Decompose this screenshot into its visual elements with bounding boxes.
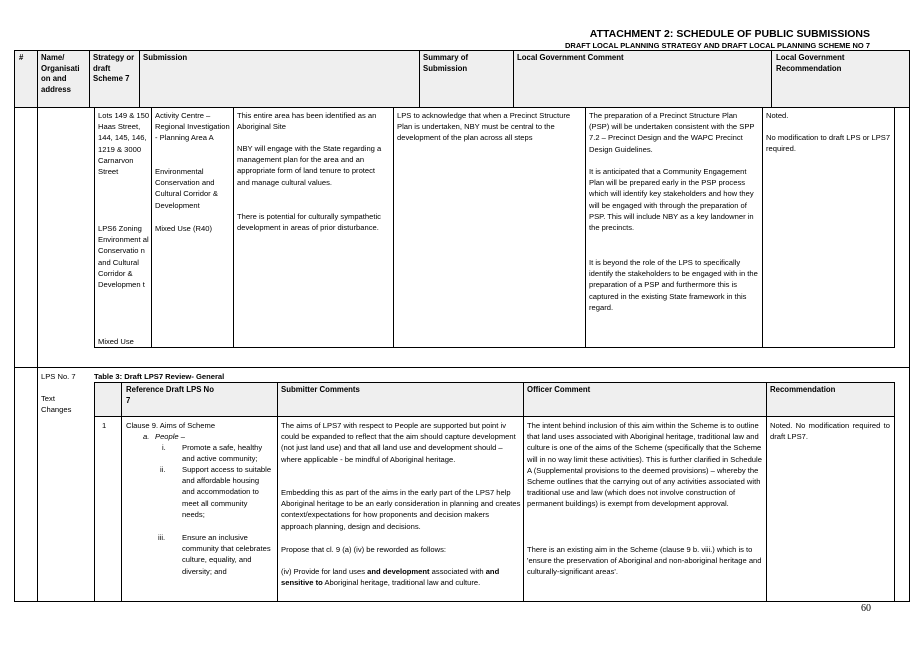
- lg-comment-text: The preparation of a Precinct Structure Plan (PSP) will be undertaken consistent with the SPP 7.2 – Precinct Design and the WAPC Precinct Design Guidelines.: [589, 111, 755, 154]
- inner2-border: [94, 416, 895, 417]
- col-header-lg-rec: Local Government Recommendation: [776, 53, 845, 73]
- table-border-bottom: [14, 601, 910, 602]
- table-border-left: [14, 50, 15, 602]
- col-header-submission: Submission: [143, 53, 188, 62]
- inner-col-divider: [151, 107, 152, 348]
- activity-centre: Activity Centre – Regional Investigation - Planning Area A: [155, 111, 230, 143]
- inner2-border: [894, 382, 895, 601]
- submitter-comment: Embedding this as part of the aims in the early part of the LPS7 help Aboriginal heritage to be an early consideration in planning and creates context/expectations for how proponents and decision makers approach planning, design and decisions.: [281, 488, 521, 531]
- aim-item: Promote a safe, healthy and active community;: [182, 443, 263, 464]
- col-header-reference: Reference Draft LPS No 7: [126, 385, 214, 405]
- inner-table-border: [94, 347, 895, 348]
- inner2-col-divider: [277, 382, 278, 601]
- submission-text: There is potential for culturally sympathetic development in areas of prior disturbance.: [237, 212, 381, 233]
- col-header-num: #: [19, 53, 24, 62]
- mixed-use-r40: Mixed Use (R40): [155, 224, 212, 233]
- inner-col-divider: [233, 107, 234, 348]
- lg-rec-text: No modification to draft LPS or LPS7 required.: [766, 133, 891, 154]
- mixed-use-label: Mixed Use: [98, 337, 134, 346]
- inner-table-border: [94, 107, 95, 348]
- text-changes-label: Text Changes: [41, 394, 72, 415]
- col-header-recommendation: Recommendation: [770, 385, 836, 394]
- inner2-border: [94, 382, 95, 601]
- submitter-proposed-wording: [281, 566, 521, 588]
- document-title: ATTACHMENT 2: SCHEDULE OF PUBLIC SUBMISSIONS: [589, 28, 870, 40]
- aim-item: Support access to suitable and affordable housing and accommodation to meet all community needs;: [182, 465, 272, 519]
- inner-col-divider: [393, 107, 394, 348]
- col-header-lg-comment: Local Government Comment: [517, 53, 624, 62]
- wording-bold: and sensitive to: [281, 567, 500, 588]
- table-3-title: Table 3: Draft LPS7 Review- General: [94, 372, 225, 381]
- col-divider: [419, 50, 420, 107]
- env-conservation: Environmental Conservation and Cultural Corridor & Development: [155, 167, 218, 210]
- inner-table-border: [894, 107, 895, 348]
- col-header-summary: Summary of Submission: [423, 53, 469, 73]
- lg-rec-text: Noted.: [766, 111, 789, 120]
- inner2-col-divider: [121, 382, 122, 601]
- lots-address: Lots 149 & 150 Haas Street, 144, 145, 146, 1219 & 3000 Carnarvon Street: [98, 111, 150, 177]
- inner2-border: [94, 382, 895, 383]
- people-label: People –: [155, 432, 185, 441]
- inner-col-divider: [762, 107, 763, 348]
- list-marker: i.: [162, 443, 166, 452]
- col-divider: [89, 50, 90, 107]
- summary-text: LPS to acknowledge that when a Precinct Structure Plan is undertaken, NBY must be central to the development of the plan across all steps: [397, 111, 571, 143]
- wording-part: Aboriginal heritage, traditional law and culture.: [322, 578, 481, 588]
- submitter-comment: Propose that cl. 9 (a) (iv) be reworded as follows:: [281, 545, 447, 554]
- table-border-row-divider: [14, 367, 910, 368]
- list-marker: iii.: [158, 533, 166, 542]
- aim-item: Ensure an inclusive community that celebrates culture, equality, and diversity; and: [182, 533, 271, 576]
- col-divider: [771, 50, 772, 107]
- col-header-submitter: Submitter Comments: [281, 385, 360, 394]
- wording-part: (iv) Provide for land uses: [281, 567, 368, 576]
- col-header-name: Name/ Organisati on and address: [41, 53, 80, 94]
- table-border-header-bottom: [14, 107, 910, 108]
- inner2-col-divider: [523, 382, 524, 601]
- table-border-right: [909, 50, 910, 602]
- col-divider: [139, 50, 140, 107]
- clause-title: Clause 9. Aims of Scheme: [126, 421, 216, 430]
- page-number: 60: [861, 603, 871, 614]
- list-marker: ii.: [160, 465, 166, 474]
- lg-comment-text: It is beyond the role of the LPS to specifically identify the stakeholders to be engaged with in the preparation of a PSP and furthermore this is captured in the existing State framework in this regard.: [589, 258, 758, 312]
- col-header-strategy: Strategy or draft Scheme 7: [93, 53, 135, 83]
- list-marker: a.: [143, 432, 150, 441]
- submitter-comment: The aims of LPS7 with respect to People are supported but point iv could be expanded to reflect that the aim should capture development (not just land use) and that all land use and development should – where applicable - be mindful of Aboriginal heritage.: [281, 421, 516, 464]
- col-header-officer: Officer Comment: [527, 385, 591, 394]
- col-divider: [513, 50, 514, 107]
- officer-comment: The intent behind inclusion of this aim within the Scheme is to outline that land uses associated with Aboriginal heritage, traditional law and culture is one of the aims of the Scheme (specifically that the Scheme will in no way limit these activities). This is further clarified in Schedule A (Supplemental provisions to the deemed provisions) – whereby the Scheme outlines that the carrying out of any activities associated with traditional use and law (which does not involve construction of permanent buildings) is exempt from development approval.: [527, 421, 762, 509]
- wording-part: associated with: [429, 567, 486, 576]
- lg-comment-text: It is anticipated that a Community Engagement Plan will be prepared early in the PSP process which will identify key stakeholders and how they will be engaged with through the preparation of PSP. This will include NBY as a key landowner in the precincts.: [589, 167, 754, 233]
- officer-comment: There is an existing aim in the Scheme (clause 9 b. viii.) which is to 'ensure the preservation of Aboriginal and non-aboriginal heritage and culturally-significant areas'.: [527, 545, 762, 577]
- table-border-top: [14, 50, 910, 51]
- submission-text: NBY will engage with the State regarding a management plan for the area and an appropriate form of land tenure to protect and manage cultural values.: [237, 144, 382, 187]
- recommendation-text: Noted. No modification required to draft LPS7.: [770, 421, 890, 442]
- col-divider: [37, 50, 38, 602]
- lps-no-7-label: LPS No. 7: [41, 372, 76, 381]
- lps6-zoning: LPS6 Zoning Environment al Conservatio n and Cultural Corridor & Developmen t: [98, 224, 149, 290]
- inner2-col-divider: [766, 382, 767, 601]
- wording-bold: and development: [367, 567, 430, 576]
- document-subtitle: DRAFT LOCAL PLANNING STRATEGY AND DRAFT LOCAL PLANNING SCHEME NO 7: [564, 41, 870, 50]
- row-number: 1: [102, 421, 107, 430]
- inner-col-divider: [585, 107, 586, 348]
- submission-text: This entire area has been identified as an Aboriginal Site: [237, 111, 377, 132]
